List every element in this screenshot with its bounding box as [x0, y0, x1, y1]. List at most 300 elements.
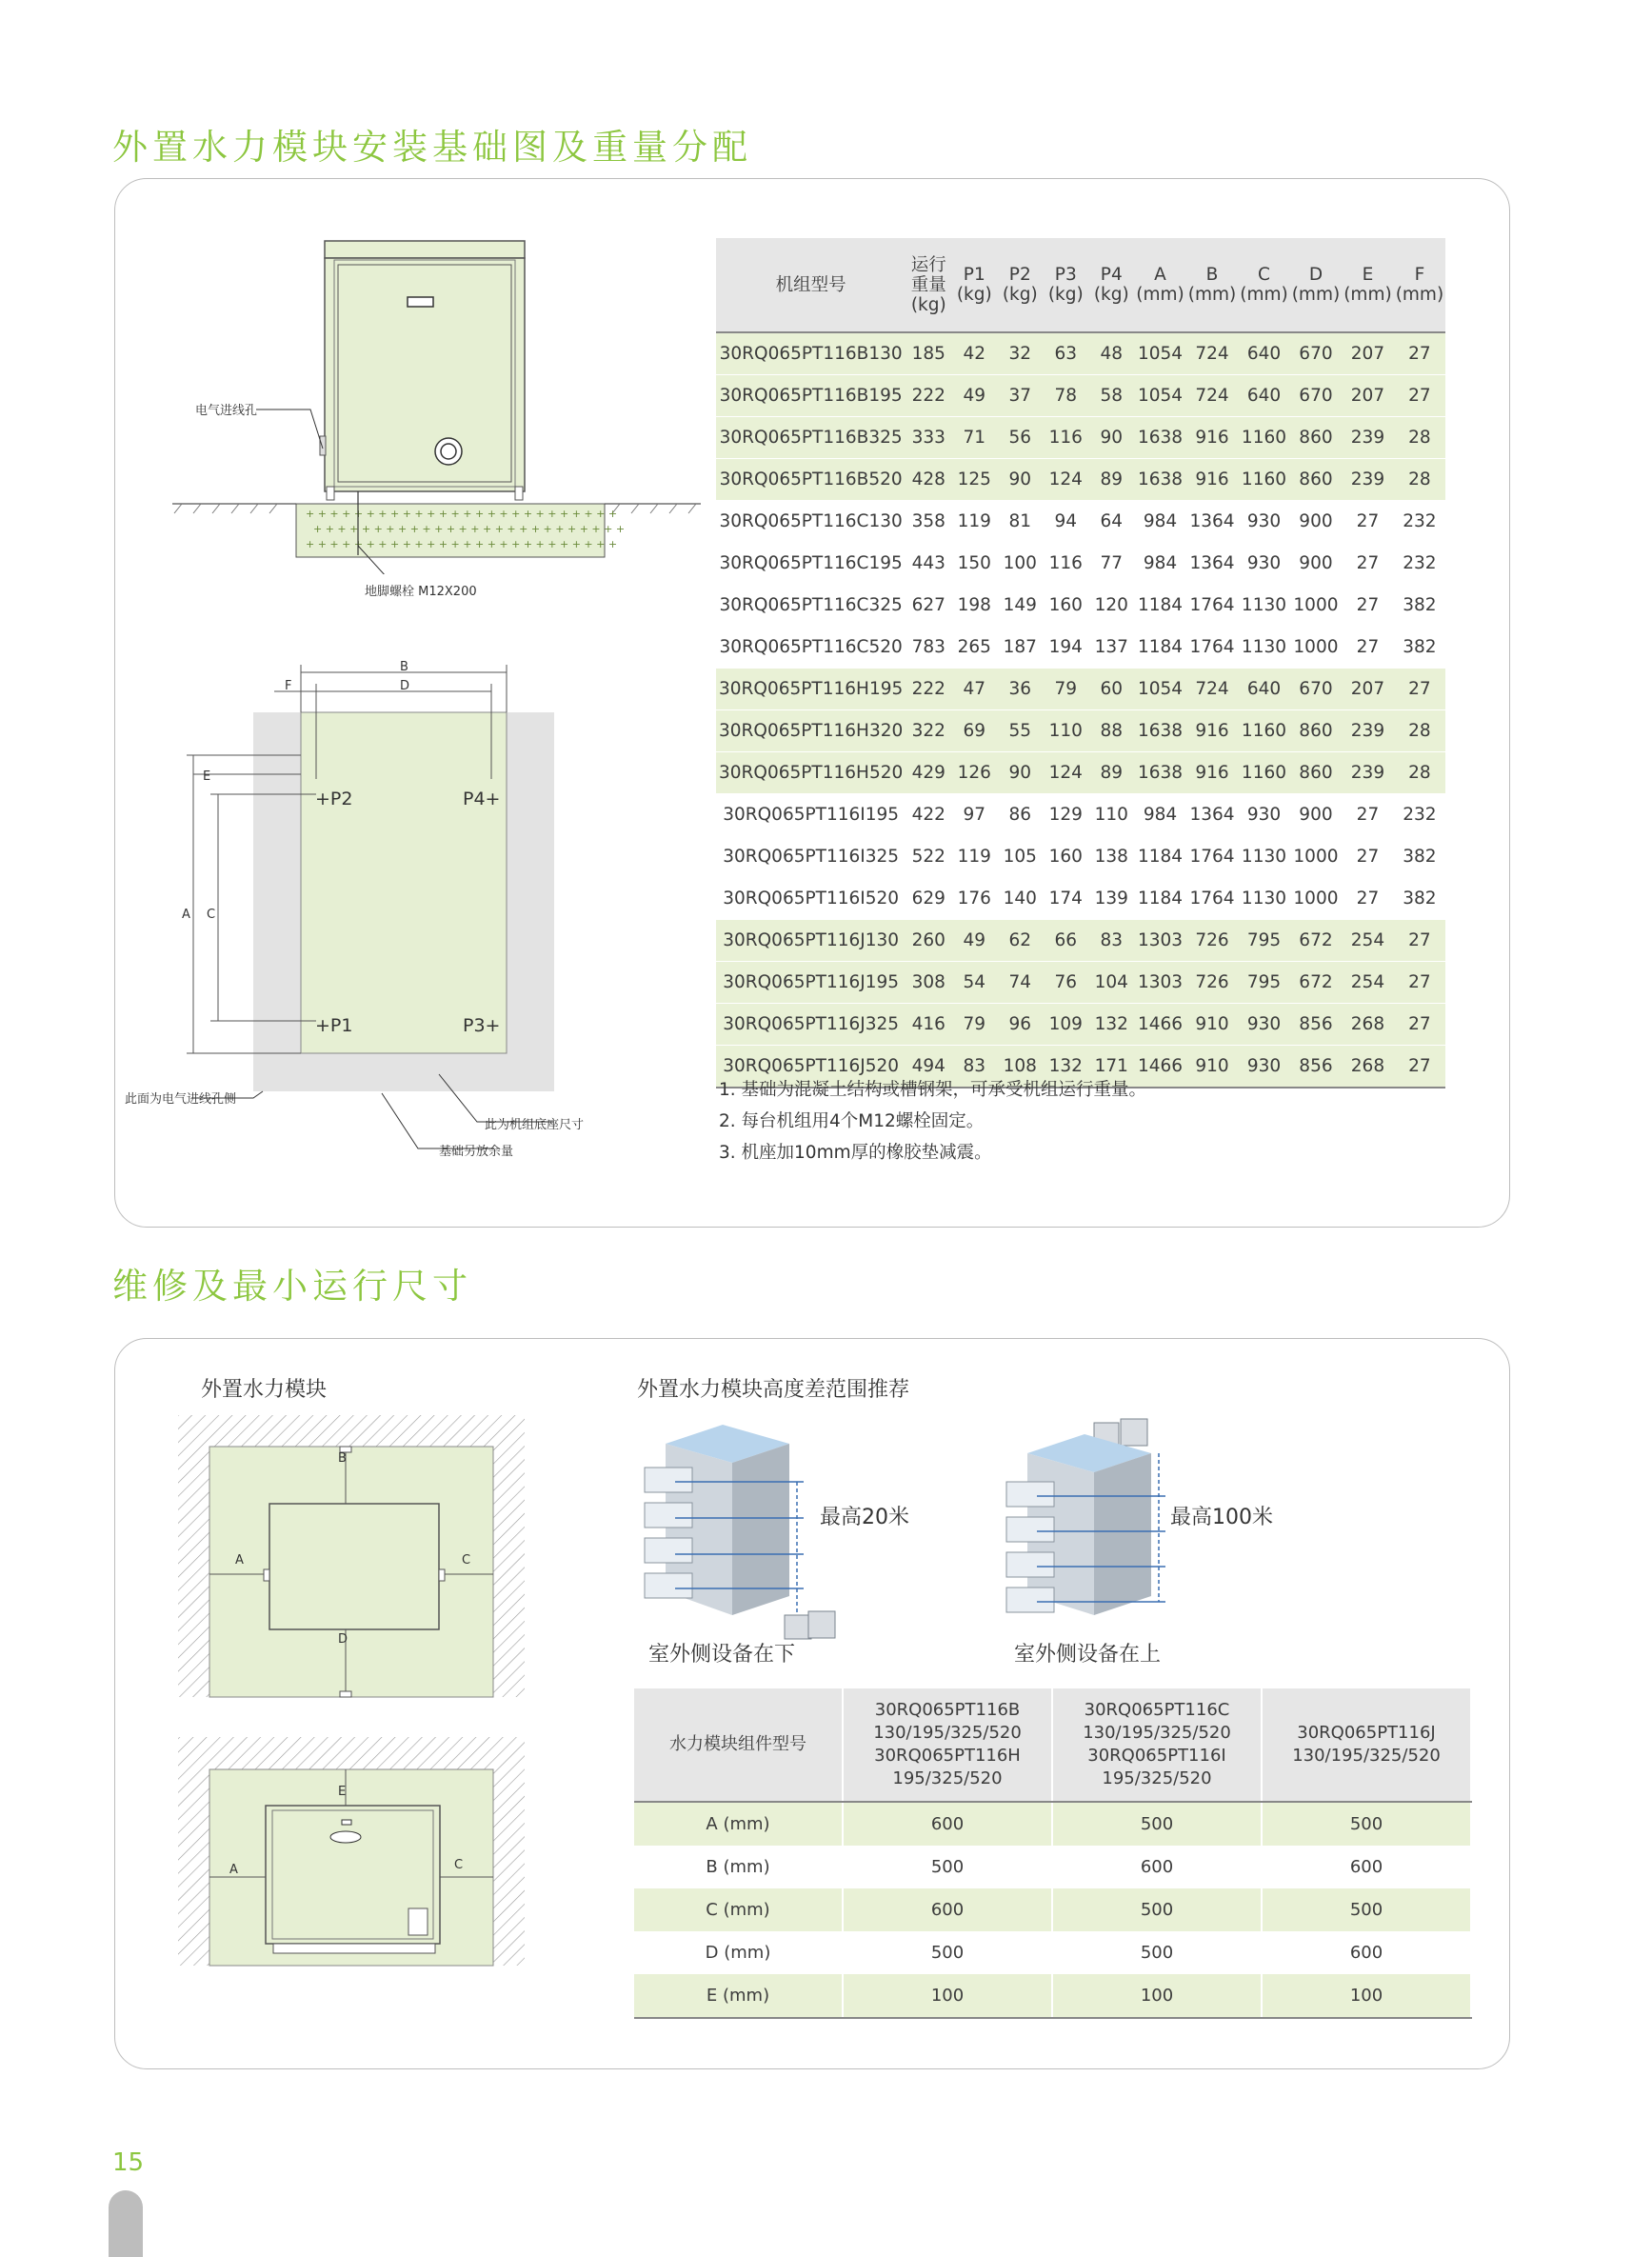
value-cell: 916	[1186, 710, 1238, 752]
value-cell: 187	[997, 627, 1043, 669]
svg-text:+ + + + + + + + + + + + + + +: + + + + + + + + + + + + + + + + + + + + + + + + + +	[313, 523, 626, 535]
svc-header-0: 水力模块组件型号	[634, 1688, 843, 1802]
note-2: 2. 每台机组用4个M12螺栓固定。	[719, 1111, 985, 1131]
value-cell: 100	[997, 543, 1043, 585]
value-cell: 28	[1394, 752, 1445, 794]
max-20m-label: 最高20米	[820, 1506, 909, 1529]
dimension-cell: E (mm)	[634, 1974, 843, 2018]
value-cell: 265	[951, 627, 997, 669]
model-cell: 30RQ065PT116B130	[716, 332, 906, 375]
value-cell: 984	[1134, 794, 1185, 836]
value-cell: 55	[997, 710, 1043, 752]
clearance-cell: 100	[1052, 1974, 1262, 2018]
value-cell: 27	[1394, 1004, 1445, 1046]
value-cell: 126	[951, 752, 997, 794]
clear-C-top: C	[462, 1553, 471, 1568]
height-range-label: 外置水力模块高度差范围推荐	[637, 1378, 910, 1402]
value-cell: 1054	[1134, 332, 1185, 375]
spec-header-4: P3 (kg)	[1043, 238, 1088, 332]
value-cell: 89	[1088, 752, 1134, 794]
value-cell: 1184	[1134, 585, 1185, 627]
value-cell: 90	[1088, 417, 1134, 459]
value-cell: 1638	[1134, 710, 1185, 752]
page-number: 15	[112, 2148, 145, 2177]
value-cell: 1184	[1134, 878, 1185, 920]
value-cell: 27	[1394, 962, 1445, 1004]
model-cell: 30RQ065PT116J130	[716, 920, 906, 962]
value-cell: 27	[1342, 501, 1393, 543]
svc-header-2: 30RQ065PT116C 130/195/325/520 30RQ065PT116I 195/325/520	[1052, 1688, 1262, 1802]
clearance-cell: 500	[1262, 1802, 1471, 1846]
value-cell: 27	[1394, 1046, 1445, 1089]
value-cell: 795	[1238, 962, 1289, 1004]
point-P1: +P1	[315, 1015, 353, 1036]
spec-header-7: B (mm)	[1186, 238, 1238, 332]
spec-row	[716, 627, 1445, 669]
spec-header-0: 机组型号	[716, 238, 906, 332]
value-cell: 58	[1088, 375, 1134, 417]
value-cell: 930	[1238, 1046, 1289, 1089]
spec-row	[716, 501, 1445, 543]
value-cell: 900	[1290, 794, 1342, 836]
value-cell: 1160	[1238, 417, 1289, 459]
spec-header-1: 运行 重量 (kg)	[906, 238, 951, 332]
spec-row	[716, 459, 1445, 501]
value-cell: 916	[1186, 417, 1238, 459]
value-cell: 27	[1394, 669, 1445, 710]
dim-A: A	[182, 908, 190, 922]
value-cell: 232	[1394, 794, 1445, 836]
value-cell: 78	[1043, 375, 1088, 417]
svg-text:+ + + + + + + + + + + + + + +: + + + + + + + + + + + + + + + + + + + + + + + + + +	[306, 508, 618, 520]
value-cell: 984	[1134, 543, 1185, 585]
value-cell: 860	[1290, 417, 1342, 459]
value-cell: 308	[906, 962, 951, 1004]
clear-A-top: A	[235, 1553, 244, 1568]
value-cell: 89	[1088, 459, 1134, 501]
value-cell: 1160	[1238, 459, 1289, 501]
value-cell: 42	[951, 332, 997, 375]
value-cell: 1764	[1186, 836, 1238, 878]
model-cell: 30RQ065PT116H520	[716, 752, 906, 794]
spec-row	[716, 794, 1445, 836]
dim-D: D	[400, 679, 410, 693]
spec-row	[716, 417, 1445, 459]
value-cell: 27	[1342, 543, 1393, 585]
module-label: 外置水力模块	[201, 1378, 328, 1402]
value-cell: 239	[1342, 459, 1393, 501]
dimension-cell: B (mm)	[634, 1846, 843, 1888]
value-cell: 194	[1043, 627, 1088, 669]
value-cell: 28	[1394, 417, 1445, 459]
value-cell: 110	[1088, 794, 1134, 836]
value-cell: 1764	[1186, 878, 1238, 920]
point-P2: +P2	[315, 789, 353, 809]
value-cell: 138	[1088, 836, 1134, 878]
service-clearance-table	[634, 1688, 1472, 2019]
value-cell: 1638	[1134, 417, 1185, 459]
value-cell: 27	[1342, 627, 1393, 669]
value-cell: 640	[1238, 669, 1289, 710]
value-cell: 640	[1238, 375, 1289, 417]
value-cell: 96	[997, 1004, 1043, 1046]
value-cell: 48	[1088, 332, 1134, 375]
clearance-cell: 500	[843, 1846, 1052, 1888]
spec-row	[716, 585, 1445, 627]
spec-row	[716, 752, 1445, 794]
value-cell: 104	[1088, 962, 1134, 1004]
spec-header-10: E (mm)	[1342, 238, 1393, 332]
page-tab-marker	[109, 2190, 143, 2257]
value-cell: 185	[906, 332, 951, 375]
spec-header-11: F (mm)	[1394, 238, 1445, 332]
value-cell: 1638	[1134, 752, 1185, 794]
value-cell: 1130	[1238, 836, 1289, 878]
value-cell: 108	[997, 1046, 1043, 1089]
value-cell: 916	[1186, 459, 1238, 501]
spec-header-8: C (mm)	[1238, 238, 1289, 332]
model-cell: 30RQ065PT116C130	[716, 501, 906, 543]
model-cell: 30RQ065PT116J520	[716, 1046, 906, 1089]
value-cell: 94	[1043, 501, 1088, 543]
value-cell: 254	[1342, 962, 1393, 1004]
value-cell: 260	[906, 920, 951, 962]
value-cell: 1160	[1238, 710, 1289, 752]
value-cell: 795	[1238, 920, 1289, 962]
value-cell: 37	[997, 375, 1043, 417]
clearance-top-view	[178, 1415, 530, 1967]
spec-row	[716, 878, 1445, 920]
installation-notes	[719, 1074, 1146, 1168]
model-cell: 30RQ065PT116H320	[716, 710, 906, 752]
value-cell: 1130	[1238, 627, 1289, 669]
value-cell: 239	[1342, 710, 1393, 752]
clear-C-front: C	[454, 1858, 464, 1872]
value-cell: 207	[1342, 375, 1393, 417]
dimension-cell: D (mm)	[634, 1931, 843, 1974]
value-cell: 1466	[1134, 1046, 1185, 1089]
value-cell: 860	[1290, 752, 1342, 794]
value-cell: 1000	[1290, 836, 1342, 878]
margin-label: 基础另放余量	[439, 1145, 514, 1159]
model-cell: 30RQ065PT116C195	[716, 543, 906, 585]
value-cell: 382	[1394, 878, 1445, 920]
value-cell: 930	[1238, 501, 1289, 543]
value-cell: 28	[1394, 710, 1445, 752]
value-cell: 239	[1342, 752, 1393, 794]
model-cell: 30RQ065PT116C325	[716, 585, 906, 627]
value-cell: 1303	[1134, 920, 1185, 962]
value-cell: 28	[1394, 459, 1445, 501]
value-cell: 382	[1394, 627, 1445, 669]
value-cell: 207	[1342, 332, 1393, 375]
value-cell: 1184	[1134, 627, 1185, 669]
value-cell: 1130	[1238, 878, 1289, 920]
point-P3: P3+	[463, 1015, 501, 1036]
value-cell: 222	[906, 669, 951, 710]
section2-title: 维修及最小运行尺寸	[112, 1266, 472, 1307]
note-3: 3. 机座加10mm厚的橡胶垫减震。	[719, 1143, 992, 1163]
weight-distribution-table	[716, 238, 1445, 1089]
clearance-cell: 500	[1052, 1802, 1262, 1846]
clearance-cell: 100	[843, 1974, 1052, 2018]
value-cell: 1364	[1186, 794, 1238, 836]
value-cell: 1054	[1134, 375, 1185, 417]
model-cell: 30RQ065PT116C520	[716, 627, 906, 669]
value-cell: 124	[1043, 752, 1088, 794]
value-cell: 174	[1043, 878, 1088, 920]
value-cell: 27	[1342, 836, 1393, 878]
dimension-cell: A (mm)	[634, 1802, 843, 1846]
value-cell: 32	[997, 332, 1043, 375]
value-cell: 79	[951, 1004, 997, 1046]
clear-D-top: D	[338, 1632, 348, 1647]
value-cell: 916	[1186, 752, 1238, 794]
value-cell: 56	[997, 417, 1043, 459]
value-cell: 47	[951, 669, 997, 710]
model-cell: 30RQ065PT116B325	[716, 417, 906, 459]
value-cell: 232	[1394, 501, 1445, 543]
value-cell: 428	[906, 459, 951, 501]
value-cell: 86	[997, 794, 1043, 836]
clearance-cell: 500	[1262, 1888, 1471, 1931]
value-cell: 129	[1043, 794, 1088, 836]
spec-row	[716, 332, 1445, 375]
spec-header-2: P1 (kg)	[951, 238, 997, 332]
value-cell: 119	[951, 501, 997, 543]
value-cell: 83	[1088, 920, 1134, 962]
value-cell: 494	[906, 1046, 951, 1089]
value-cell: 930	[1238, 1004, 1289, 1046]
value-cell: 54	[951, 962, 997, 1004]
value-cell: 724	[1186, 669, 1238, 710]
value-cell: 522	[906, 836, 951, 878]
value-cell: 69	[951, 710, 997, 752]
value-cell: 1184	[1134, 836, 1185, 878]
note-1: 1. 基础为混凝土结构或槽钢架，可承受机组运行重量。	[719, 1080, 1147, 1100]
point-P4: P4+	[463, 789, 501, 809]
value-cell: 83	[951, 1046, 997, 1089]
value-cell: 333	[906, 417, 951, 459]
clear-B-top: B	[338, 1451, 347, 1466]
value-cell: 81	[997, 501, 1043, 543]
value-cell: 358	[906, 501, 951, 543]
clearance-cell: 600	[843, 1888, 1052, 1931]
spec-row	[716, 543, 1445, 585]
elec-hole-label: 电气进线孔	[195, 404, 258, 418]
value-cell: 1303	[1134, 962, 1185, 1004]
spec-header-9: D (mm)	[1290, 238, 1342, 332]
value-cell: 27	[1394, 375, 1445, 417]
model-cell: 30RQ065PT116B520	[716, 459, 906, 501]
clearance-cell: 600	[1052, 1846, 1262, 1888]
value-cell: 171	[1088, 1046, 1134, 1089]
value-cell: 97	[951, 794, 997, 836]
value-cell: 64	[1088, 501, 1134, 543]
model-cell: 30RQ065PT116H195	[716, 669, 906, 710]
dim-C: C	[207, 908, 216, 922]
spec-row	[716, 836, 1445, 878]
value-cell: 76	[1043, 962, 1088, 1004]
value-cell: 783	[906, 627, 951, 669]
model-cell: 30RQ065PT116J195	[716, 962, 906, 1004]
value-cell: 1364	[1186, 501, 1238, 543]
value-cell: 62	[997, 920, 1043, 962]
value-cell: 268	[1342, 1046, 1393, 1089]
value-cell: 670	[1290, 375, 1342, 417]
max-100m-label: 最高100米	[1170, 1506, 1273, 1529]
value-cell: 254	[1342, 920, 1393, 962]
value-cell: 232	[1394, 543, 1445, 585]
value-cell: 27	[1394, 920, 1445, 962]
value-cell: 930	[1238, 794, 1289, 836]
dim-B: B	[400, 660, 408, 674]
value-cell: 268	[1342, 1004, 1393, 1046]
value-cell: 198	[951, 585, 997, 627]
value-cell: 1638	[1134, 459, 1185, 501]
svc-row	[634, 1846, 1471, 1888]
value-cell: 160	[1043, 585, 1088, 627]
section1-title: 外置水力模块安装基础图及重量分配	[112, 127, 752, 168]
value-cell: 629	[906, 878, 951, 920]
value-cell: 627	[906, 585, 951, 627]
value-cell: 90	[997, 459, 1043, 501]
value-cell: 139	[1088, 878, 1134, 920]
value-cell: 105	[997, 836, 1043, 878]
spec-header-3: P2 (kg)	[997, 238, 1043, 332]
value-cell: 726	[1186, 920, 1238, 962]
value-cell: 119	[951, 836, 997, 878]
value-cell: 670	[1290, 332, 1342, 375]
value-cell: 149	[997, 585, 1043, 627]
value-cell: 640	[1238, 332, 1289, 375]
value-cell: 66	[1043, 920, 1088, 962]
clear-E-front: E	[338, 1785, 347, 1799]
value-cell: 132	[1043, 1046, 1088, 1089]
value-cell: 382	[1394, 585, 1445, 627]
value-cell: 322	[906, 710, 951, 752]
value-cell: 27	[1394, 332, 1445, 375]
value-cell: 1364	[1186, 543, 1238, 585]
dimension-cell: C (mm)	[634, 1888, 843, 1931]
value-cell: 1054	[1134, 669, 1185, 710]
value-cell: 910	[1186, 1004, 1238, 1046]
spec-row	[716, 1004, 1445, 1046]
value-cell: 132	[1088, 1004, 1134, 1046]
svc-header-1: 30RQ065PT116B 130/195/325/520 30RQ065PT116H 195/325/520	[843, 1688, 1052, 1802]
value-cell: 672	[1290, 920, 1342, 962]
value-cell: 49	[951, 920, 997, 962]
value-cell: 74	[997, 962, 1043, 1004]
value-cell: 110	[1043, 710, 1088, 752]
svc-row	[634, 1888, 1471, 1931]
clearance-cell: 600	[1262, 1846, 1471, 1888]
dim-F: F	[285, 679, 292, 693]
value-cell: 36	[997, 669, 1043, 710]
value-cell: 137	[1088, 627, 1134, 669]
value-cell: 140	[997, 878, 1043, 920]
spec-header-6: A (mm)	[1134, 238, 1185, 332]
value-cell: 382	[1394, 836, 1445, 878]
clearance-cell: 500	[843, 1931, 1052, 1974]
building-below-illustration	[637, 1425, 904, 1644]
svc-row	[634, 1802, 1471, 1846]
value-cell: 160	[1043, 836, 1088, 878]
value-cell: 124	[1043, 459, 1088, 501]
value-cell: 176	[951, 878, 997, 920]
value-cell: 60	[1088, 669, 1134, 710]
value-cell: 125	[951, 459, 997, 501]
clear-A-front: A	[229, 1863, 238, 1877]
value-cell: 1160	[1238, 752, 1289, 794]
value-cell: 79	[1043, 669, 1088, 710]
value-cell: 71	[951, 417, 997, 459]
value-cell: 90	[997, 752, 1043, 794]
value-cell: 724	[1186, 332, 1238, 375]
value-cell: 900	[1290, 501, 1342, 543]
clearance-cell: 600	[1262, 1931, 1471, 1974]
dim-E: E	[203, 769, 211, 784]
model-cell: 30RQ065PT116B195	[716, 375, 906, 417]
svc-header-3: 30RQ065PT116J 130/195/325/520	[1262, 1688, 1471, 1802]
value-cell: 120	[1088, 585, 1134, 627]
model-cell: 30RQ065PT116J325	[716, 1004, 906, 1046]
value-cell: 670	[1290, 669, 1342, 710]
value-cell: 1000	[1290, 627, 1342, 669]
value-cell: 27	[1342, 878, 1393, 920]
value-cell: 116	[1043, 543, 1088, 585]
value-cell: 984	[1134, 501, 1185, 543]
spec-row	[716, 920, 1445, 962]
value-cell: 429	[906, 752, 951, 794]
elec-side-label: 此面为电气进线孔侧	[125, 1092, 237, 1107]
value-cell: 207	[1342, 669, 1393, 710]
clearance-cell: 500	[1052, 1888, 1262, 1931]
value-cell: 443	[906, 543, 951, 585]
value-cell: 88	[1088, 710, 1134, 752]
bolt-label: 地脚螺栓 M12X200	[365, 585, 477, 599]
value-cell: 77	[1088, 543, 1134, 585]
value-cell: 63	[1043, 332, 1088, 375]
value-cell: 724	[1186, 375, 1238, 417]
value-cell: 860	[1290, 459, 1342, 501]
value-cell: 49	[951, 375, 997, 417]
spec-header-5: P4 (kg)	[1088, 238, 1134, 332]
value-cell: 1130	[1238, 585, 1289, 627]
value-cell: 27	[1342, 794, 1393, 836]
value-cell: 1466	[1134, 1004, 1185, 1046]
svg-text:+ + + + + + + + + + + + + + +: + + + + + + + + + + + + + + + + + + + + + + + + + +	[306, 538, 618, 550]
value-cell: 1000	[1290, 878, 1342, 920]
spec-row	[716, 375, 1445, 417]
value-cell: 726	[1186, 962, 1238, 1004]
value-cell: 222	[906, 375, 951, 417]
model-cell: 30RQ065PT116I520	[716, 878, 906, 920]
clearance-cell: 100	[1262, 1974, 1471, 2018]
model-cell: 30RQ065PT116I195	[716, 794, 906, 836]
model-cell: 30RQ065PT116I325	[716, 836, 906, 878]
spec-row	[716, 669, 1445, 710]
value-cell: 109	[1043, 1004, 1088, 1046]
svc-row	[634, 1974, 1471, 2018]
base-size-label: 此为机组底座尺寸	[485, 1118, 585, 1132]
value-cell: 930	[1238, 543, 1289, 585]
value-cell: 910	[1186, 1046, 1238, 1089]
clearance-cell: 600	[843, 1802, 1052, 1846]
clearance-cell: 500	[1052, 1931, 1262, 1974]
svc-row	[634, 1931, 1471, 1974]
value-cell: 860	[1290, 710, 1342, 752]
